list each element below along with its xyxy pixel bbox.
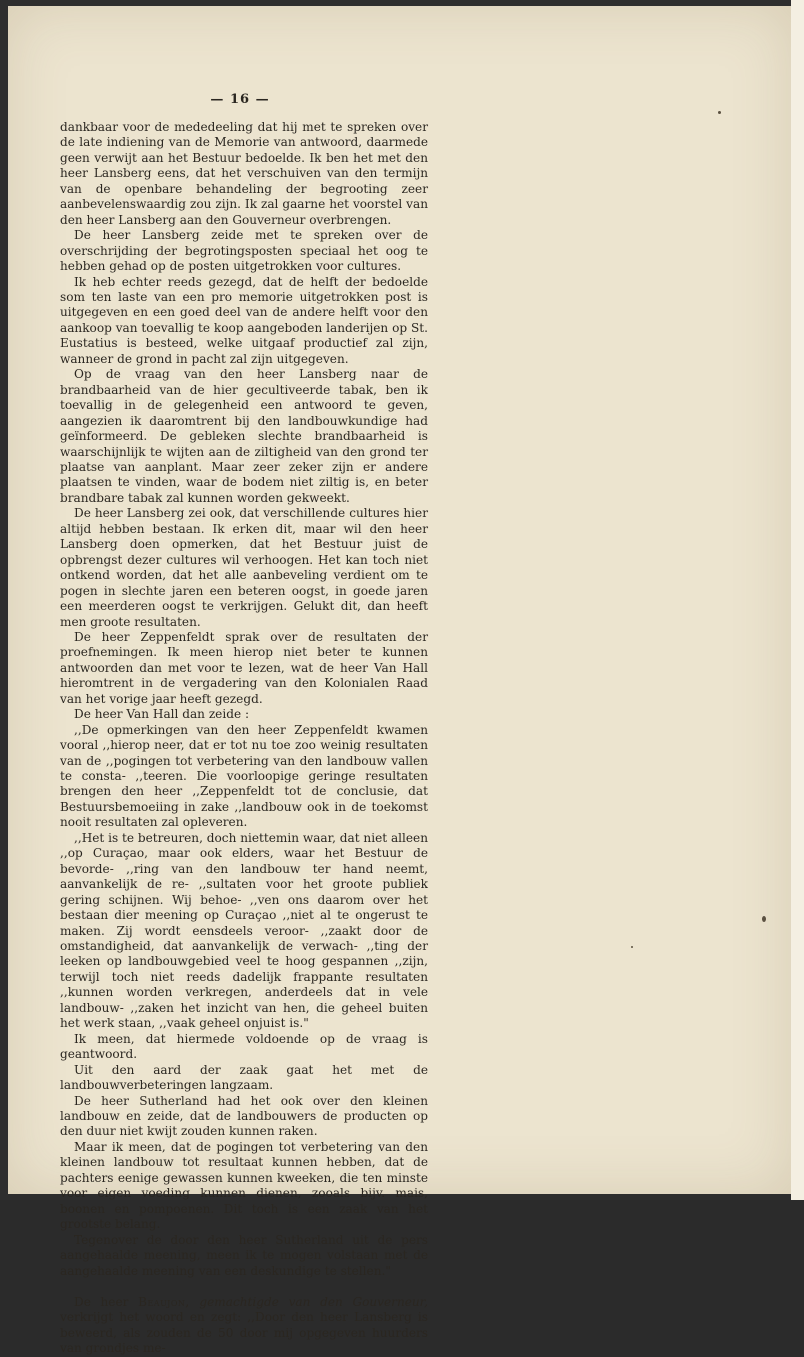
paragraph: Maar ik meen, dat de pogingen tot verbetering van den kleinen landbouw tot resultaat kunnen hebben, dat de pachters eenige gewassen kunnen kweeken, die ten minste voor eigen voeding kunnen dienen, zooals bijv. mais, boonen en pompoenen. Dit toch is een zaak van het grootste belang. xyxy=(60,1139,428,1232)
page-number: — 16 — xyxy=(210,92,270,107)
paragraph: dankbaar voor de mededeeling dat hij met te spreken over de late indiening van de Memorie van antwoord, daarmede geen verwijt aan het Bestuur bedoelde. Ik ben het met den heer Lansberg eens, dat het verschuiven van den termijn van de openbare behandeling der begrooting zeer aanbevelenswaardig zou zijn. Ik zal gaarne het voorstel van den heer Lansberg aan den Gouverneur overbrengen. xyxy=(60,120,428,227)
paragraph: Op de vraag van den heer Lansberg naar de brandbaarheid van de hier gecultiveerde tabak, ben ik toevallig in de gelegenheid een antwoord te geven, aangezien ik daaromtrent bij den landbouwkundige had geïnformeerd. De gebleken slechte brandbaarheid is waarschijnlijk te wijten aan de ziltigheid van den grond ter plaatse van aanplant. Maar zeer zeker zijn er andere plaatsen te vinden, waar de bodem niet ziltig is, en beter brandbare tabak zal kunnen worden gekweekt. xyxy=(60,367,428,505)
closing-rest: verkrijgt het woord en zegt: ,,Door den heer Lansberg is beweerd, als zouden de 50 door mij opgegeven huurders van grondjes me- xyxy=(60,1310,428,1356)
closing-prefix: De heer xyxy=(74,1294,139,1309)
closing-paragraph xyxy=(60,1295,428,1357)
paper-speck xyxy=(762,916,766,922)
paragraph: De heer Van Hall dan zeide : xyxy=(74,707,250,722)
paper-speck xyxy=(718,111,721,114)
quoted-paragraph: ,,Het is te betreuren, doch niettemin waar, dat niet alleen ,,op Curaçao, maar ook elders, waar het Bestuur de bevorde- ,,ring van den landbouw ter hand neemt, aanvankelijk de re- ,,sultaten voor het groote publiek gering schijnen. Wij behoe- ,,ven ons daarom over het bestaan dier meening op Curaçao ,,niet al te ongerust te maken. Zij wordt eensdeels veroor- ,,zaakt door de omstandigheid, dat aanvankelijk de verwach- ,,ting der leeken op landbouwgebied veel te hoog gespannen ,,zijn, terwijl toch niet reeds dadelijk frappante resultaten ,,kunnen worden verkregen, anderdeels dat in vele landbouw- ,,zaken het inzicht van hen, die geheel buiten het werk staan, ,,vaak geheel onjuist is." xyxy=(60,830,429,1031)
text-column xyxy=(60,120,428,1357)
paragraph: De heer Zeppenfeldt sprak over de resultaten der proefnemingen. Ik meen hierop niet beter te kunnen antwoorden dan met voor te lezen, wat de heer Van Hall hieromtrent in de vergadering van den Kolonialen Raad van het vorige jaar heeft gezegd. xyxy=(60,629,428,706)
paragraph: Tegenover de door den heer Sutherland uit de pers aangehaalde meening, meen ik te mogen volstaan met de aangehaalde meening van een deskundige te stellen." xyxy=(60,1232,428,1278)
paragraph: De heer Lansberg zei ook, dat verschillende cultures hier altijd hebben bestaan. Ik erken dit, maar wil den heer Lansberg doen opmerken, dat het Bestuur juist de opbrengst dezer cultures wil verhoogen. Het kan toch niet ontkend worden, dat het alle aanbeveling verdient om te pogen in slechte jaren een beteren oogst, in goede jaren een meerderen oogst te verkrijgen. Gelukt dit, dan heeft men groote resultaten. xyxy=(60,506,428,629)
speaker-name: Beaujon, xyxy=(138,1294,190,1309)
paragraph: Ik meen, dat hiermede voldoende op de vraag is geantwoord. xyxy=(60,1031,428,1062)
paragraph: Uit den aard der zaak gaat het met de landbouwverbeteringen langzaam. xyxy=(60,1062,428,1093)
paper-speck xyxy=(631,946,633,948)
page-right-edge xyxy=(791,0,804,1200)
paragraph: De heer Sutherland had het ook over den kleinen landbouw en zeide, dat de landbouwers de producten op den duur niet kwijt zouden kunnen raken. xyxy=(60,1093,428,1139)
paragraph: De heer Lansberg zeide met te spreken over de overschrijding der begrotingsposten speciaal het oog te hebben gehad op de posten uitgetrokken voor cultures. xyxy=(60,228,428,274)
speaker-role: gemachtigde van den Gouverneur, xyxy=(199,1294,428,1309)
paragraph: Ik heb echter reeds gezegd, dat de helft der bedoelde som ten laste van een pro memorie uitgetrokken post is uitgegeven en een goed deel van de andere helft voor den aankoop van toevallig te koop aangeboden landerijen op St. Eustatius is besteed, welke uitgaaf productief zal zijn, wanneer de grond in pacht zal zijn uitgegeven. xyxy=(60,274,428,366)
quoted-paragraph: ,,De opmerkingen van den heer Zeppenfeldt kwamen vooral ,,hierop neer, dat er tot nu toe zoo weinig resultaten van de ,,pogingen tot verbetering van den landbouw vallen te consta- ,,teeren. Die voorloopige geringe resultaten brengen den heer ,,Zeppenfeldt tot de conclusie, dat Bestuursbemoeiing in zake ,,landbouw ook in de toekomst nooit resultaten zal opleveren. xyxy=(60,722,428,830)
